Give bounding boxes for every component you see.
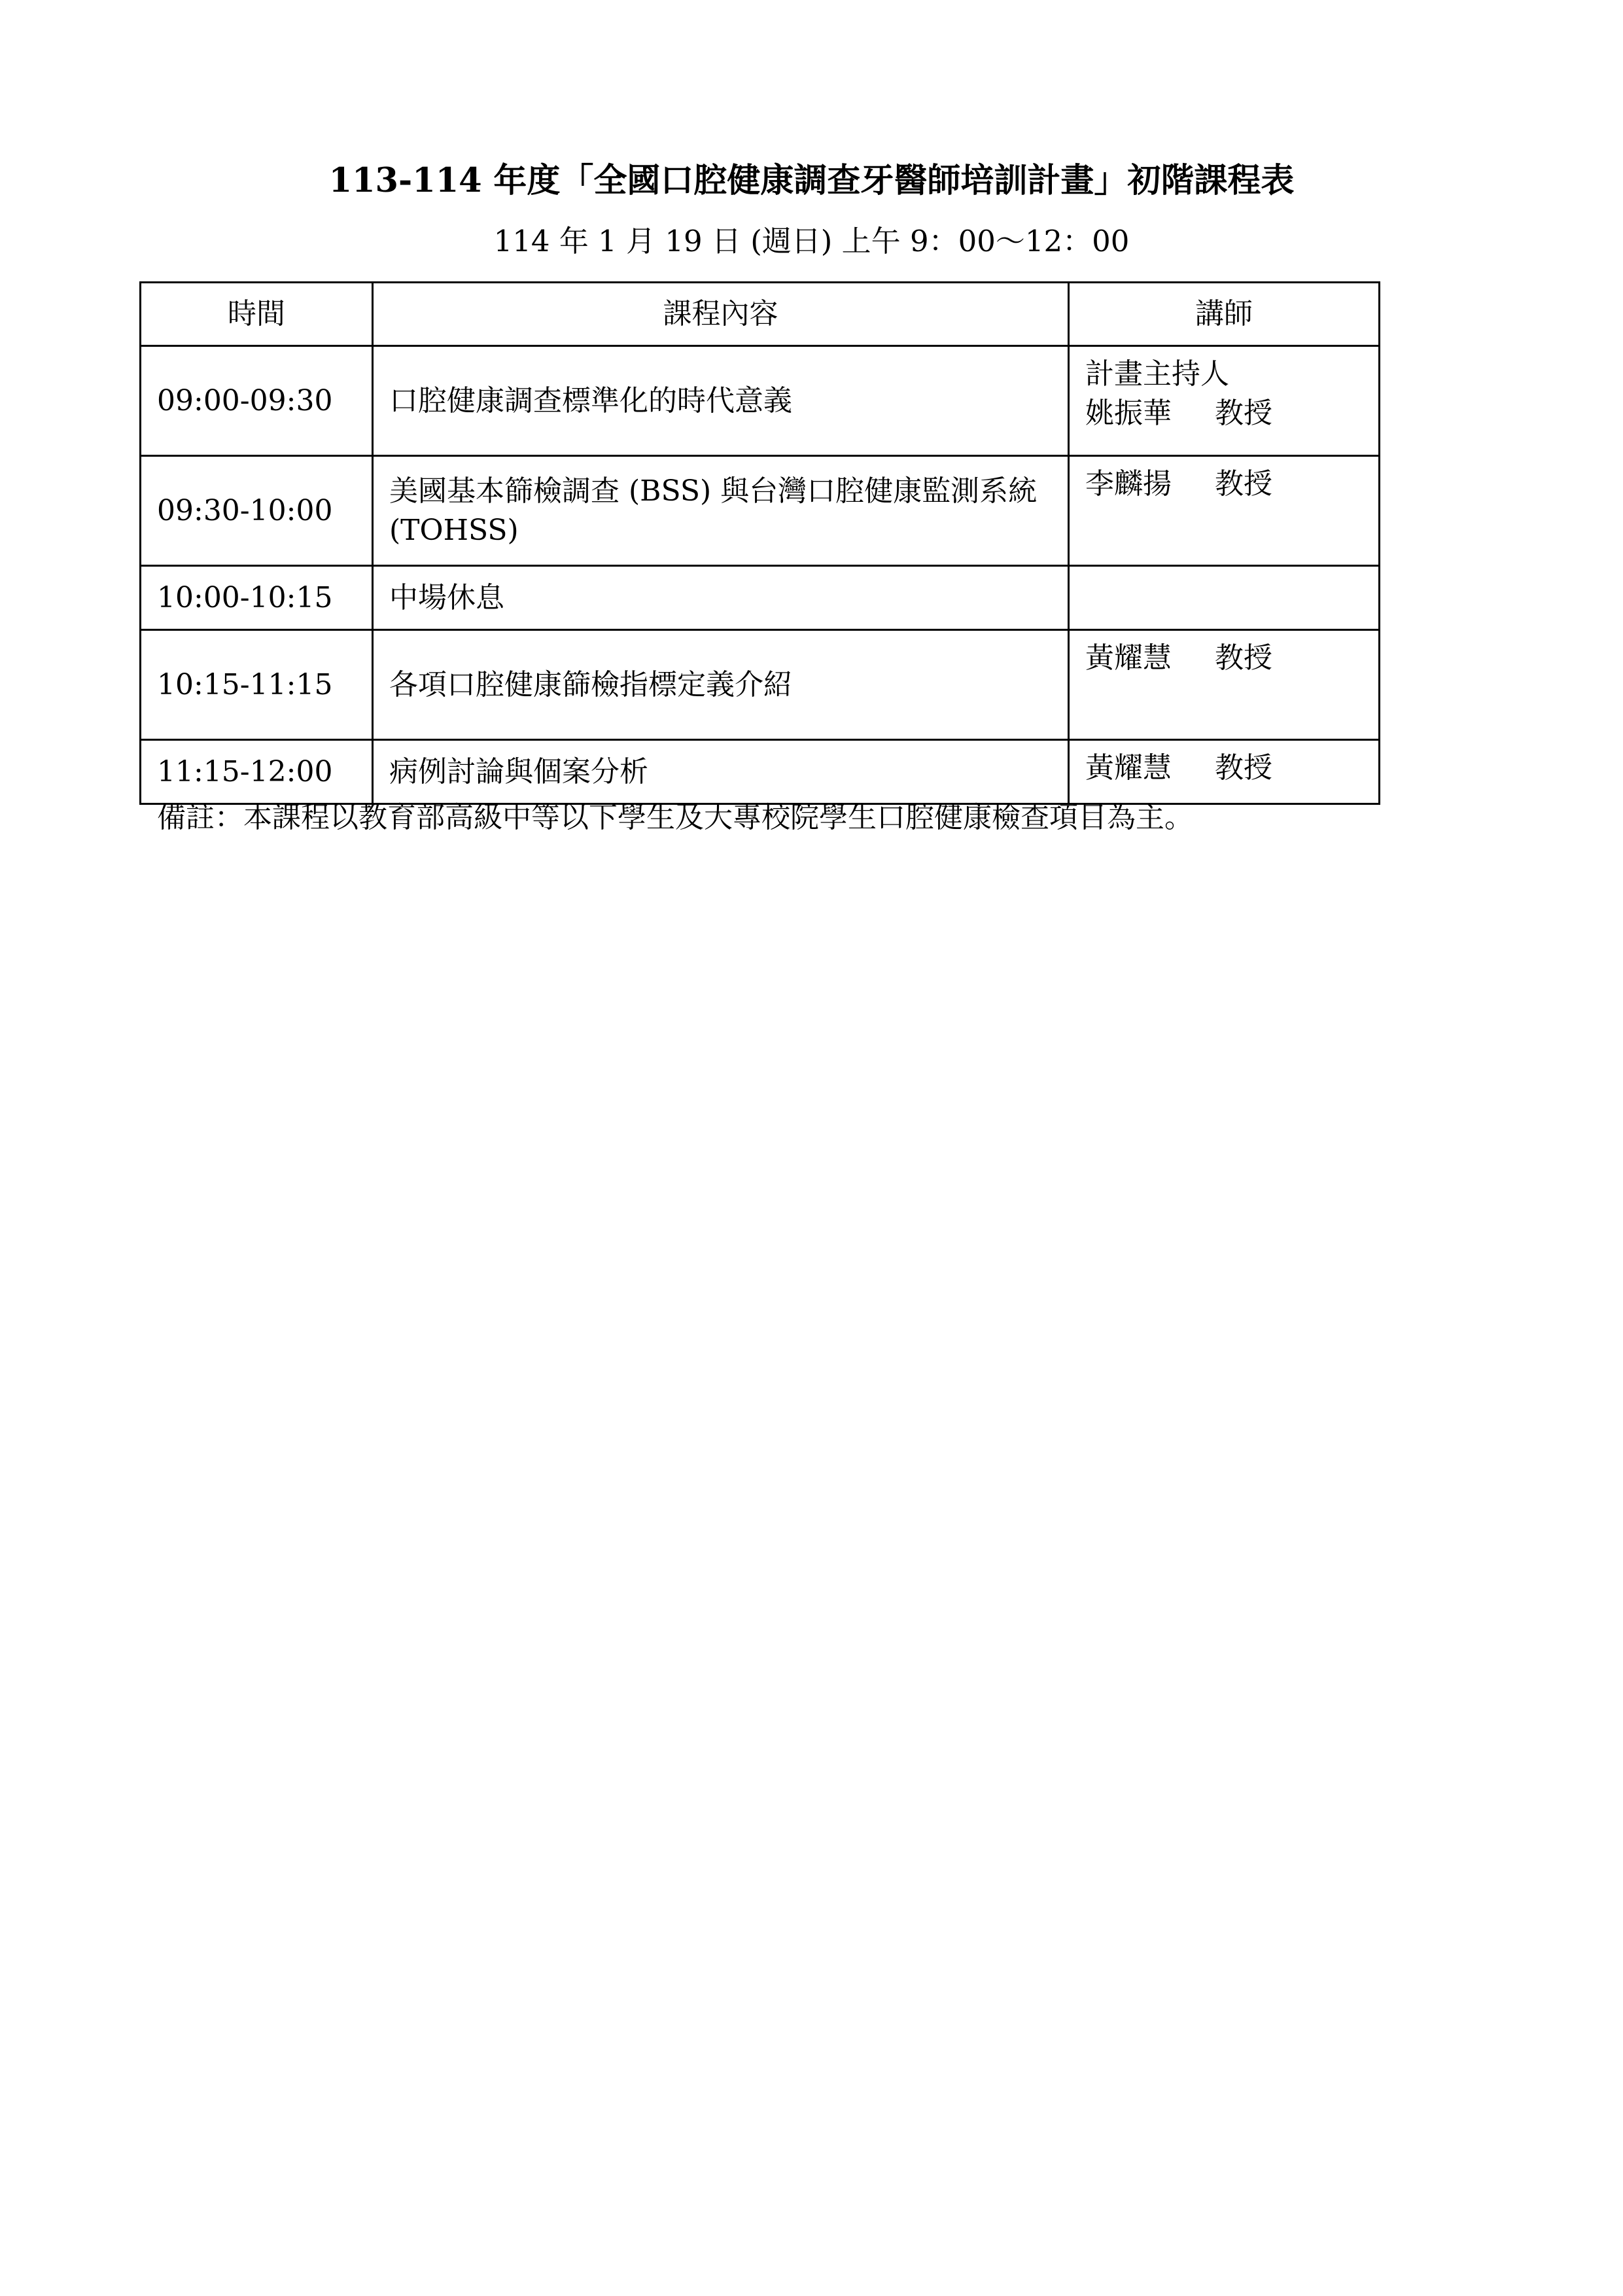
table-row — [141, 346, 1380, 456]
cell-teacher — [1069, 630, 1380, 740]
cell-time: 09:00-09:30 — [141, 346, 373, 456]
header-teacher: 講師 — [1069, 283, 1380, 346]
cell-content: 中場休息 — [373, 566, 1069, 630]
cell-time: 10:15-11:15 — [141, 630, 373, 740]
teacher-name: 黃耀慧 — [1085, 751, 1172, 785]
teacher-title: 教授 — [1215, 467, 1272, 501]
cell-teacher — [1069, 456, 1380, 566]
teacher-title: 教授 — [1215, 751, 1272, 785]
teacher-title: 教授 — [1215, 641, 1272, 675]
header-content: 課程內容 — [373, 283, 1069, 346]
teacher-line — [1085, 639, 1363, 678]
header-time: 時間 — [141, 283, 373, 346]
teacher-name: 黃耀慧 — [1085, 641, 1172, 675]
table-row — [141, 740, 1380, 804]
cell-content: 美國基本篩檢調查 (BSS) 與台灣口腔健康監測系統 (TOHSS) — [373, 456, 1069, 566]
table-row — [141, 566, 1380, 630]
teacher-name: 李麟揚 — [1085, 467, 1172, 501]
course-schedule-table — [139, 281, 1380, 805]
table-header-row — [141, 283, 1380, 346]
table-row — [141, 630, 1380, 740]
cell-teacher — [1069, 566, 1380, 630]
cell-teacher — [1069, 740, 1380, 804]
teacher-name: 姚振華 — [1085, 397, 1172, 430]
cell-content: 各項口腔健康篩檢指標定義介紹 — [373, 630, 1069, 740]
cell-time: 09:30-10:00 — [141, 456, 373, 566]
teacher-line — [1085, 749, 1363, 788]
remarks-note: 備註：本課程以教育部高級中等以下學生及大專校院學生口腔健康檢查項目為主。 — [157, 801, 1193, 834]
schedule-date: 114 年 1 月 19 日 (週日) 上午 9：00～12：00 — [493, 224, 1130, 258]
cell-content: 口腔健康調查標準化的時代意義 — [373, 346, 1069, 456]
cell-content: 病例討論與個案分析 — [373, 740, 1069, 804]
cell-teacher — [1069, 346, 1380, 456]
cell-time: 10:00-10:15 — [141, 566, 373, 630]
teacher-line — [1085, 465, 1363, 504]
teacher-role: 計畫主持人 — [1085, 357, 1229, 391]
teacher-line — [1085, 394, 1363, 433]
table-row — [141, 456, 1380, 566]
page-title: 113-114 年度「全國口腔健康調查牙醫師培訓計畫」初階課程表 — [328, 161, 1295, 200]
cell-time: 11:15-12:00 — [141, 740, 373, 804]
teacher-title: 教授 — [1215, 397, 1272, 430]
